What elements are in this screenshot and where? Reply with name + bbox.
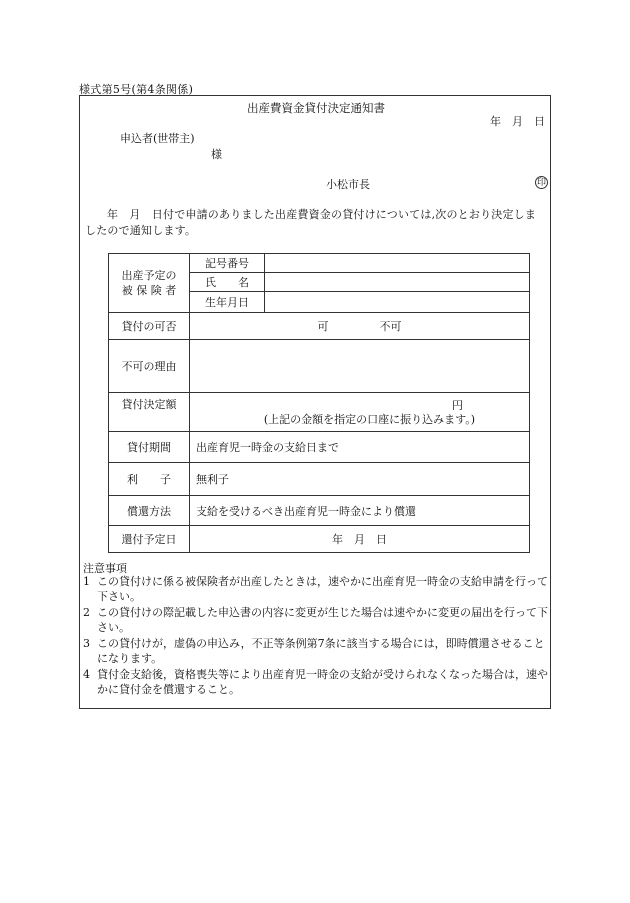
note-text: 貸付金支給後，資格喪失等により出産育児一時金の支給が受けられなくなった場合は，速やかに貸付金を償還すること。 <box>97 668 548 696</box>
approval-options <box>190 313 530 340</box>
loan-decision-table <box>108 253 530 553</box>
note-number: 3 <box>83 637 90 650</box>
amount-note: (上記の金額を指定の口座に振り込みます。) <box>263 413 476 426</box>
approval-label: 貸付の可否 <box>109 313 190 340</box>
interest-value: 無利子 <box>190 463 530 496</box>
id-number-value <box>265 254 530 273</box>
period-value: 出産育児一時金の支給日まで <box>190 432 530 463</box>
issue-date: 年 月 日 <box>490 115 545 128</box>
mayor-name: 小松市長 <box>326 178 370 191</box>
note-text: この貸付けに係る被保険者が出産したときは，速やかに出産育児一時金の支給申請を行って下さい。 <box>97 575 548 603</box>
name-value <box>265 273 530 292</box>
note-number: 1 <box>83 575 90 588</box>
notes-title: 注意事項 <box>83 562 127 575</box>
note-item <box>83 606 549 635</box>
birthdate-value <box>265 292 530 313</box>
form-number-label: 様式第5号(第4条関係) <box>79 83 194 96</box>
honorific: 様 <box>211 148 222 161</box>
notice-body: 年 月 日付で申請のありました出産費資金の貸付けについては,次のとおり決定しましたので通知します。 <box>85 208 537 237</box>
repay-date-label: 還付予定日 <box>109 526 190 553</box>
amount-cell <box>190 393 530 432</box>
note-item <box>83 637 549 666</box>
repay-date-value: 年 月 日 <box>190 526 530 553</box>
repay-method-value: 支給を受けるべき出産育児一時金により償還 <box>190 496 530 526</box>
note-item <box>83 668 549 697</box>
note-number: 2 <box>83 606 90 619</box>
document-frame <box>79 95 551 709</box>
applicant-label: 申込者(世帯主) <box>120 132 195 145</box>
note-number: 4 <box>83 668 90 681</box>
note-text: この貸付けが，虚偽の申込み，不正等条例第7条に該当する場合には，即時償還させることになります。 <box>97 637 545 665</box>
row-label-id: 記号番号 <box>190 254 265 273</box>
note-item <box>83 575 549 604</box>
note-text: この貸付けの際記載した申込書の内容に変更が生じた場合は速やかに変更の届出を行って下さい。 <box>97 606 548 634</box>
repay-method-label: 償還方法 <box>109 496 190 526</box>
insured-label: 出産予定の 被 保 険 者 <box>109 254 190 313</box>
reason-label: 不可の理由 <box>109 340 190 393</box>
amount-label: 貸付決定額 <box>109 393 190 432</box>
approval-yes: 可 <box>317 320 329 333</box>
row-label-name: 氏 名 <box>190 273 265 292</box>
interest-label: 利 子 <box>109 463 190 496</box>
seal-stamp: 印 <box>536 178 546 188</box>
document-title: 出産費資金貸付決定通知書 <box>247 101 385 115</box>
notes-list <box>83 575 549 699</box>
row-label-birthdate: 生年月日 <box>190 292 265 313</box>
amount-unit: 円 <box>452 399 463 412</box>
approval-no: 不可 <box>379 320 402 333</box>
reason-value <box>190 340 530 393</box>
period-label: 貸付期間 <box>109 432 190 463</box>
